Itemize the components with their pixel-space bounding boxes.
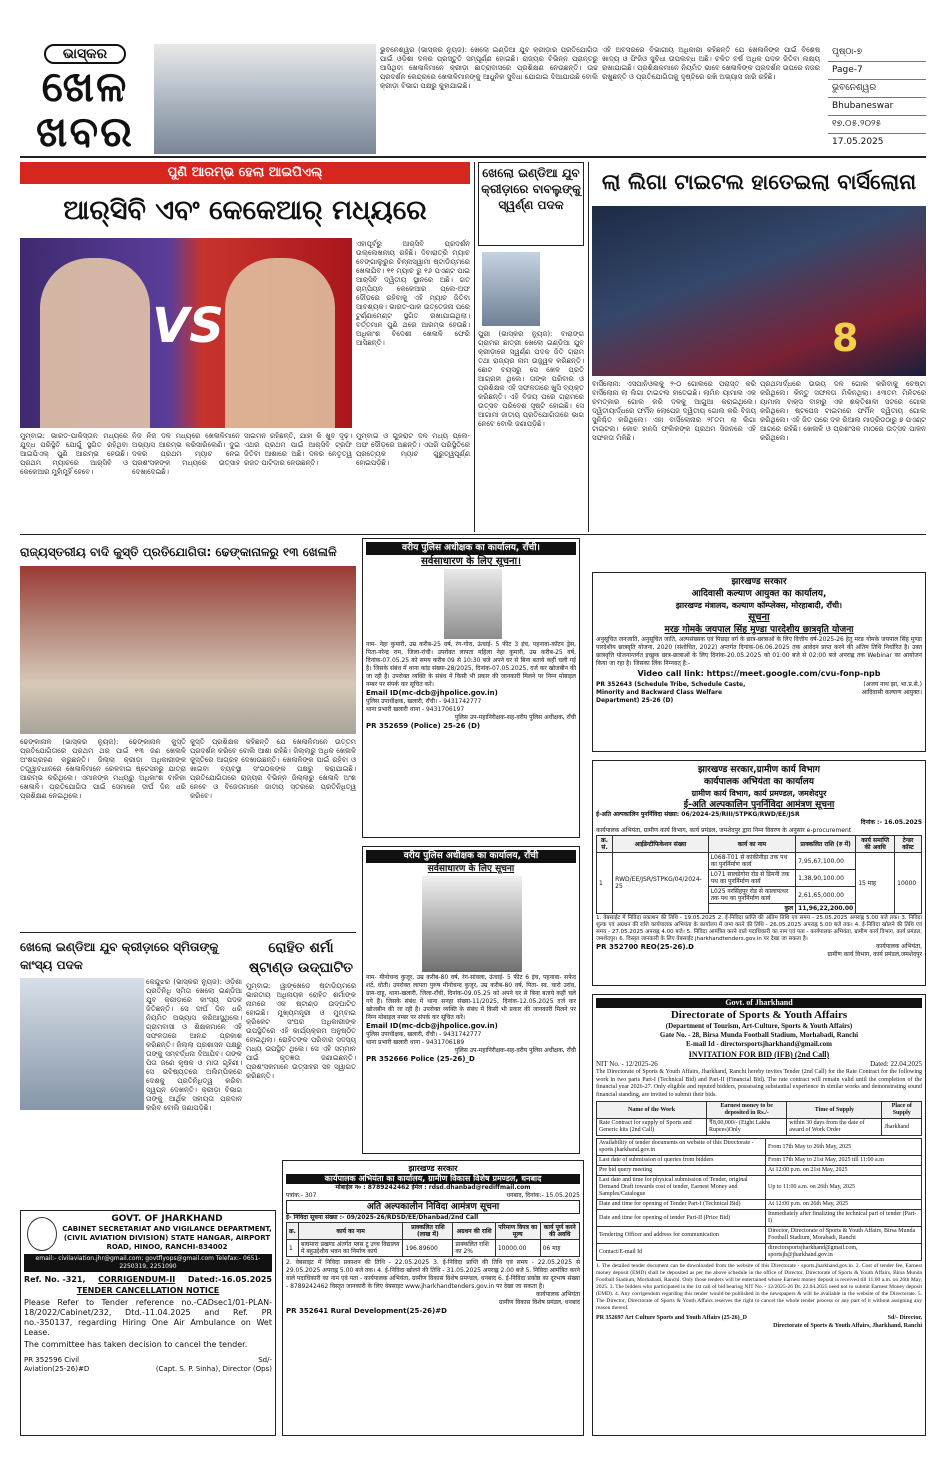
- ipl-col4: ମୁମ୍ବାଇ ଓ ଗୁଜରାଟ ଦଳ ମଧ୍ୟ ପ୍ଲେ-ଅଫ ଦୌଡ଼ରେ ଅଛନ୍ତି। ଏପରି ପରିସ୍ଥିତିରେ ପ୍ରତ୍ୟେକ ମ୍ୟାଚ ଗୁରୁତ୍ୱପୂର୍ଣ୍ଣ ହୋଇପଡ଼ିଛି।: [356, 432, 470, 467]
- jsr-notes: 1. वेबसाईट में निविदा प्रकाशन की तिथि - 19.05.2025 2. ई-निविदा प्राप्ति की अंतिम तिथि एवं समय - 25.05.2025 अपराह्न 5.00 बजे तक। 3. निविदा शुल्क एवं अग्रधन की राशि कार्यपालक अभियंता के कार्यालय में जमा करने की तिथि - 26.05.2025 अपराह्न 5.00 बजे तक। 4. ई-निविदा खोलने की तिथि एवं समय - 27.05.2025 अपराह्न 4.00 बजे। 5. निविदा आमंत्रित करने वाले पदाधिकारी का नाम एवं पता - कार्यपालक अभियंता, ग्रामीण कार्य विभाग, कार्य प्रमंडल, जमशेदपुर। 6. विस्तृत जानकारी के लिए वेबसाईट jharkhandtenders.gov.in पर देखा जा सकता है।: [596, 915, 922, 942]
- dhanbad-th: प्राक्कलित राशि (लाख में): [403, 1223, 453, 1240]
- table-row: [597, 1176, 922, 1200]
- jsr-total-label: कुल: [708, 904, 795, 914]
- sports-dept: (Department of Tourism, Art-Culture, Sports & Youth Affairs): [665, 1022, 853, 1030]
- welfare-ad: [592, 572, 926, 752]
- jsr-row-amount: 1,38,90,100.00: [796, 870, 856, 887]
- sports-th: Place of Supply: [882, 1102, 922, 1119]
- gold-athlete-photo: [482, 252, 540, 326]
- schedule-time: directorsportsjharkhand@gmail.com, sportsjh@jharkhand.gov.in: [766, 1244, 922, 1261]
- table-row: [597, 1156, 922, 1166]
- schedule-event: Last date of submission of queries from bidders: [597, 1156, 766, 1166]
- rural-dhanbad-ad: [282, 1160, 584, 1436]
- jsr-office2: ग्रामीण कार्य विभाग, कार्य प्रमण्डल, जमशेदपुर: [691, 789, 827, 798]
- jsr-row-amount: 7,95,67,100.00: [796, 853, 856, 870]
- jsr-th: कार्य समाप्ति की अवधि: [856, 836, 895, 853]
- civil-aviation-ad: [20, 1210, 276, 1436]
- dhanbad-ref: ई- निविदा सूचना संख्या :- 09/2025-26/RDSD/EE/Dhanbad/2nd Call: [286, 1214, 479, 1221]
- top-story-photo: [154, 44, 376, 154]
- civil-aviation-body: Please Refer to Tender reference no.-CADsec1/01-PLAN-18/2022/Cabinet/232, Dtd.-11.04.2025 and Ref. PR no.-350137, regarding Hiring One Air Ambulance on Wet Lease.: [24, 1298, 272, 1337]
- jsr-th: प्राक्कलित राशि (रु में): [796, 836, 856, 853]
- sports-bid-ad: [592, 994, 926, 1436]
- masthead-title-line2: ଖବର: [36, 107, 134, 156]
- sports-dir: Directorate of Sports & Youth Affairs: [670, 1009, 848, 1021]
- civil-aviation-sd: Sd/-: [258, 1356, 272, 1364]
- table-row: 1 बाघमारा प्रखण्ड अंतर्गत प्लस टू उच्च विद्यालय में बहुउद्देशीय भवन का निर्माण कार्य 196.89600 प्राक्कलित राशि का 2% 10000.00 06 माह: [287, 1240, 580, 1257]
- dhanbad-signer: कार्यपालक अभियंता: [536, 1291, 580, 1298]
- jsr-signer: कार्यपालक अभियंता,: [876, 943, 922, 950]
- ipl-col2: ନିଜ ନିଜ ଦଳ ମଧ୍ୟରେ ଖେଳାଳିମାନେ ଅଭ୍ୟାସ ଆରମ୍ଭ କରିସାରିଲେଣି। ଦୁଇ ଦଳର ପ୍ରଥମ ମ୍ୟାଚ ନେଇ ପ୍ରଶଂସକଙ୍କ ମଧ୍ୟରେ ଉତ୍ସାହ ଦେଖାଦେଇଛି।: [132, 432, 240, 476]
- welfare-pr: PR 352643 (Schedule Tribe, Schedule Caste, Minority and Backward Class Welfare Department) 25-26 (D): [596, 681, 746, 704]
- dhanbad-patrank: पत्रांक:- 307: [286, 1192, 317, 1199]
- ipl-kicker: ପୁଣି ଆରମ୍ଭ ହେଲା ଆଇପିଏଲ୍: [20, 162, 470, 184]
- date-od: ୧୭.୦୫.୨୦୨୫: [828, 116, 926, 134]
- schedule-time: From 17th May to 26th May, 2025: [766, 1139, 922, 1156]
- civil-aviation-contact: email:- civilaviation.jhr@gmail.com; govtflyops@gmail.com Telefax:- 0651-2250319, 2251090: [24, 1254, 272, 1272]
- jsr-period: 15 माह: [856, 853, 895, 914]
- rohit-headline: ରୋହିତ ଶର୍ମା ଷ୍ଟାଣ୍ଡ ଉଦ୍‌ଘାଟିତ: [248, 940, 354, 976]
- welfare-link[interactable]: Video call link: https://meet.google.com/cvu-fonp-npb: [637, 669, 881, 678]
- masthead-rule: [20, 156, 926, 158]
- silver-headline: ଖେଲୋ ଇଣ୍ଡିଆ ଯୁବ କ୍ରୀଡ଼ାରେ ସ୍ମିତାଙ୍କୁ କାଂସ୍ୟ ପଦକ: [20, 940, 219, 972]
- date-en: 17.05.2025: [832, 137, 884, 147]
- jsr-th: आईडेन्टीफिकेशन संख्या: [613, 836, 709, 853]
- page-number-en: Page-7: [828, 62, 926, 80]
- schedule-time: Up to 11:00 a.m. on 26th May, 2025: [766, 1176, 922, 1200]
- police2-email: Email ID(mc-dcb@jhpolice.gov.in): [366, 1022, 498, 1030]
- dhanbad-date: धनबाद, दिनांक:- 15.05.2025: [506, 1192, 580, 1199]
- col-rule-2: [588, 162, 589, 532]
- welfare-notice: सूचना: [748, 612, 770, 623]
- civil-aviation-org2: CABINET SECRETARIAT AND VIGILANCE DEPARTMENT, (CIVIL AVIATION DIVISION) STATE HANGAR, AIRPORT ROAD, HINOO, RANCHI-834002: [62, 1225, 272, 1251]
- sports-emd: ₹8,00,000/- (Eight Lakhs Rupees)Only: [707, 1119, 787, 1136]
- police1-notice: सर्वसाधारण के लिए सूचना।: [421, 556, 521, 567]
- sports-intro: The Directorate of Sports & Youth Affairs, Jharkhand, Ranchi hereby invites Tender (2nd Call) for the Rate Contract for the following work in two parts Part-I (Technical Bid) and Part-II (Financial Bid). The rate contract will remain valid until the completion of the financial year 2026-27. Only eligible and reputed bidders, possessing substantial experience in similar works and demonstrating sound financial standing, are invited to submit their bids.: [596, 1069, 922, 1098]
- barca-col2: ପ୍ରଥମାର୍ଦ୍ଧରେ ଉଭୟ ଦଳ ଗୋଲ କରିବାକୁ ଚେଷ୍ଟା କରିଥିଲେ। କିନ୍ତୁ ସଫଳତା ମିଳିନଥିଲା। ୫୩ତମ ମିନିଟରେ ୟାମାଲ ବାକ୍ସ ବାହାରୁ ଏକ ଶକ୍ତିଶାଳୀ ସଟରେ ଗୋଲ କରିଥିଲେ। ଷ୍ଟପେଜ ଟାଇମରେ ଫର୍ମିନ ଦ୍ୱିତୀୟ ଗୋଲ କରିଥିଲେ। ଏହି ଜିତ ପରେ ଦଳ ରିଆଲ ମାଡ୍ରିଡଠାରୁ ୭ ପଏଣ୍ଟ ଆଗରେ ରହିଛି। ଖେଳାଳି ଓ ପ୍ରଶଂସକ ମାଠରେ ଉତ୍ସବ ପାଳନ କରିଥିଲେ।: [760, 380, 926, 442]
- police2-office: वरीय पुलिस अधीक्षक का कार्यालय, राँची: [366, 850, 576, 863]
- masthead-title-line1: ଖେଳ: [41, 62, 129, 111]
- dhanbad-th: कार्य का नाम: [298, 1223, 403, 1240]
- barca-headline: ଲା ଲିଗା ଟାଇଟଲ ହାତେଇଲା ବାର୍ସିଲୋନା: [601, 170, 917, 194]
- jsr-total: 11,96,22,200.00: [796, 904, 856, 914]
- table-row: [597, 1227, 922, 1244]
- col-rule-1: [474, 162, 475, 532]
- vs-label: VS: [152, 298, 224, 354]
- table-row: [597, 1210, 922, 1227]
- civil-aviation-signer: (Capt. S. P. Sinha), Director (Ops): [155, 1365, 272, 1373]
- dhanbad-signer2: ग्रामीण विकास विशेष प्रमंडल, धनबाद: [499, 1299, 580, 1306]
- sports-schedule: [596, 1138, 922, 1261]
- city-od: ଭୁବନେଶ୍ୱର: [828, 80, 926, 98]
- dhanbad-deposit: प्राक्कलित राशि का 2%: [453, 1240, 495, 1257]
- police2-notice: सर्वसाधारण के लिए सूचना: [427, 864, 515, 874]
- table-row: [597, 1244, 922, 1261]
- jsr-pr: PR 352700 REO(25-26).D: [596, 943, 694, 951]
- top-story-col2: ଏହି ଅବସରରେ ବିଭାଗୀୟ ଅଧିକାରୀ କହିଛନ୍ତି ଯେ ଖେଳାଳିଙ୍କ ପାଇଁ ବିଶେଷ ଖାଦ୍ୟ ଓ ଫିଜିଓ ସୁବିଧା ଉପଲବ୍ଧ ଅଛି। ଚଳିତ ବର୍ଷ ଅଧିକ ପଦକ ଜିତିବା ଲକ୍ଷ୍ୟ ରଖାଯାଇଛି। ପ୍ରଶିକ୍ଷକମାନେ ନିୟମିତ ଭାବେ ଖେଳାଳିଙ୍କ ପ୍ରଦର୍ଶନ ଉପରେ ନଜର ରଖୁଛନ୍ତି ଓ ପ୍ରତିଯୋଗିତାକୁ ଦୃଷ୍ଟିରେ ରଖି ଅଭ୍ୟାସ ଜାରି ରହିଛି।: [602, 46, 820, 81]
- sports-th: Earnest money to be deposited in Rs./-: [707, 1102, 787, 1119]
- ipl-headline: ଆର୍‌ସିବି ଏବଂ କେକେଆର୍ ମଧ୍ୟରେ: [63, 195, 427, 226]
- city-en: Bhubaneswar: [828, 98, 926, 116]
- dhanbad-contact: मोबाईल न० : 8789242462 ईमेल : rdsd.dhanbad@rediffmail.com: [335, 1184, 531, 1191]
- section-rule-1: [20, 534, 926, 535]
- sports-nit: NIT No. - 12/2025-26: [596, 1060, 658, 1068]
- sports-addr: Gate No. - 28, Birsa Munda Football Stadium, Morhabadi, Ranchi: [659, 1031, 859, 1039]
- sports-work: Rate Contract for supply of Sports and Generic kits (2nd Call): [597, 1119, 707, 1136]
- welfare-scheme: मरङ गोमके जयपाल सिंह मुण्डा पारदेशीय छात्रवृति योजना: [664, 625, 854, 635]
- jsr-gov: झारखण्ड सरकार,ग्रामीण कार्य विभाग: [698, 765, 820, 775]
- sports-place: Jharkhand: [882, 1119, 922, 1136]
- jsr-row-name: L071 सालडेगोरा रोड से डिमनी तक पथ का पुनर्निर्माण कार्य: [708, 870, 795, 887]
- sports-pr: PR 352697 Art Culture Sports and Youth Affairs (25-26)_D: [596, 1315, 748, 1321]
- jsr-intro: कार्यपालक अभियंता, ग्रामीण कार्य विभाग, कार्य प्रमंडल, जमशेदपुर द्वारा निम्न विवरण के अनुसार e-procurement: [596, 827, 852, 834]
- sports-th: Name of the Work: [597, 1102, 707, 1119]
- wrestling-col1: ଢେଙ୍କାନାଳ (ଭାସ୍କର ନ୍ୟୁଜ): ଢେଙ୍କାନାଳ କୁସ୍ତି ପ୍ରତିଯୋଗିତାରେ ପ୍ରଥମ ଥର ପାଇଁ ୧୩ ଜଣ ଖେଳାଳି ଅଂଶଗ୍ରହଣ କରୁଛନ୍ତି। ଜିଲ୍ଲା କ୍ରୀଡ଼ା ଅଧିକାରୀଙ୍କ ତତ୍ତ୍ୱାବଧାନରେ ଖେଳାଳିମାନେ ରେଳବାଇ ଷ୍ଟେସନରୁ ଯାତ୍ରା ଆରମ୍ଭ କରିଥିଲେ। ଏମାନଙ୍କ ମଧ୍ୟରୁ ଅଧିକାଂଶ ବାଳିକା ଖେଳାଳି। ପ୍ରତିଯୋଗିତା ପାଇଁ ସେମାନେ ଦୀର୍ଘ ଦିନ ଧରି ପ୍ରଶିକ୍ଷଣ ନେଇଥିଲେ।: [20, 738, 186, 800]
- jsr-row-name: L025 नरसिंहपुर रोड से कालापत्थर तक पथ का पुनर्निर्माण कार्य: [708, 887, 795, 904]
- dhanbad-amount: 196.89600: [403, 1240, 453, 1257]
- dhanbad-gov: झारखण्ड सरकार: [408, 1164, 458, 1173]
- dhanbad-th: क्र.: [287, 1223, 299, 1240]
- welfare-office2: झारखण्ड मंत्रालय, कल्याण कॉम्प्लेक्स, मोरहाबादी, राँची।: [675, 601, 843, 610]
- police1-signer: पुलिस उप-महानिरीक्षक-सह-वरीय पुलिस अधीक्षक, राँची: [454, 714, 576, 721]
- dhanbad-title: अति अल्पकालीन निविदा आमंत्रण सूचना: [286, 1200, 580, 1214]
- jsr-ref: ई-अति अल्पकालिन पुनर्निविदा संख्या: 06/2024-25/RIII/STPKG/RWD/EE/JSR: [596, 811, 800, 818]
- table-row: [597, 1139, 922, 1156]
- police1-office: वरीय पुलिस अधीक्षक का कार्यालय, राँची।: [366, 542, 576, 555]
- page-number-od: ପୃଷ୍ଠା-୭: [828, 44, 926, 62]
- ipl-col1: ମୁମ୍ବାଇ: ଭାରତ-ପାକିସ୍ତାନ ମଧ୍ୟରେ ଯୁଦ୍ଧ ପରିସ୍ଥିତି ଯୋଗୁଁ ସ୍ଥଗିତ ରହିଥିବା ଆଇପିଏଲ୍ ପୁଣି ଆରମ୍ଭ ହେଉଛି। ପ୍ରଥମ ମ୍ୟାଚରେ ଆର୍‌ସିବି ଓ କେକେଆର ମୁହାଁମୁହିଁ ହେବେ।: [20, 432, 128, 476]
- police1-phone1: पुलिस उपाधीक्षक, खलारी, राँची। - 9431742777: [366, 698, 482, 705]
- dhanbad-period: 06 माह: [540, 1240, 579, 1257]
- police2-pr: PR 352666 Police (25-26)_D: [366, 1055, 475, 1063]
- table-row: [597, 1166, 922, 1176]
- dhanbad-work-name: बाघमारा प्रखण्ड अंतर्गत प्लस टू उच्च विद्यालय में बहुउद्देशीय भवन का निर्माण कार्य: [298, 1240, 403, 1257]
- dhanbad-table: [286, 1222, 580, 1257]
- brand-small: ଭାସ୍କର: [44, 44, 126, 64]
- gold-body: ପୁରୀ (ଭାସ୍କର ନ୍ୟୁଜ): ବାରାଙ୍ଗ ଗ୍ରାମର ଛାତ୍ରୀ ଖେଲୋ ଇଣ୍ଡିଆ ଯୁବ କ୍ରୀଡ଼ାରେ ସ୍ୱର୍ଣ୍ଣ ପଦକ ଜିତି ଗ୍ରାମ ତଥା ରାଜ୍ୟର ନାମ ଉଜ୍ଜ୍ୱଳ କରିଛନ୍ତି। ଛୋଟ ବୟସରୁ ସେ ଖେଳ ପ୍ରତି ଆଗ୍ରହୀ ଥିଲେ। ତାଙ୍କ ପରିବାର ଓ ପ୍ରଶିକ୍ଷକ ଏହି ସଫଳତାରେ ଖୁସି ବ୍ୟକ୍ତ କରିଛନ୍ତି। ଏହି ବିଜୟ ପରେ ଗ୍ରାମରେ ଉତ୍ସବ ପରିବେଶ ସୃଷ୍ଟି ହୋଇଛି। ସେ ଆଗାମୀ ଜାତୀୟ ପ୍ରତିଯୋଗିତାରେ ଭାଗ ନେବେ ବୋଲି ଜଣାପଡ଼ିଛି।: [478, 330, 584, 428]
- silver-body: କେନ୍ଦୁଝର (ଭାସ୍କର ନ୍ୟୁଜ): ଓଡ଼ିଶା ପ୍ରତିନିଧି ସ୍ମିତା ଖେଲୋ ଇଣ୍ଡିଆ ଯୁବ କ୍ରୀଡ଼ାରେ କାଂସ୍ୟ ପଦକ ଜିତିଛନ୍ତି। ସେ ଦୀର୍ଘ ଦିନ ଧରି ନିୟମିତ ଅଭ୍ୟାସ କରିଆସୁଥିଲେ। ଗ୍ରାମବାସୀ ଓ ଶିକ୍ଷକମାନେ ଏହି ସଫଳତାରେ ଆନନ୍ଦ ପ୍ରକାଶ କରିଛନ୍ତି। ଜିଲ୍ଲା ପ୍ରଶାସନ ପକ୍ଷରୁ ତାଙ୍କୁ ସମ୍ବର୍ଦ୍ଧନା ଦିଆଯିବ। ତାଙ୍କ ପିତା ଜଣେ କୃଷକ ଓ ମାତା ଗୃହିଣୀ। ସେ ଭବିଷ୍ୟତରେ ଅଲିମ୍ପିକରେ ଦେଶକୁ ପ୍ରତିନିଧିତ୍ୱ କରିବା ସ୍ୱପ୍ନ ଦେଖନ୍ତି। କ୍ରୀଡ଼ା ବିଭାଗ ତାଙ୍କୁ ଆର୍ଥିକ ସହାୟତା ପ୍ରଦାନ କରିବ ବୋଲି ଜଣାପଡ଼ିଛି।: [146, 978, 242, 1112]
- welfare-gov: झारखण्ड सरकार: [731, 577, 787, 587]
- jsr-title: ई-अति अल्पकालिन पुनर्निविदा आमंत्रण सूचना: [683, 800, 835, 810]
- police1-email: Email ID(mc-dcb@jhpolice.gov.in): [366, 689, 498, 697]
- dhanbad-th: परिमाण विपत्र का मूल्य: [495, 1223, 540, 1240]
- jsr-date: दिनांक :- 16.05.2025: [860, 819, 922, 826]
- schedule-time: At 12:00 p.m. on 26th May, 2025: [766, 1200, 922, 1210]
- jsr-th: कार्य का नाम: [708, 836, 795, 853]
- schedule-event: Date and time for opening of tender Part-II (Price Bid): [597, 1210, 766, 1227]
- dhanbad-office: कार्यपालक अभियंता का कार्यालय, ग्रामीण विकास विशेष प्रमण्डल, धनबाद: [286, 1174, 580, 1184]
- table-row: 1 RWD/EE/JSR/STPKG/04/2024-25 L068-T01 से कांकीनीड़ा तक पथ का पुनर्निर्माण कार्य 7,95,67,100.00 15 माह 10000: [597, 853, 922, 870]
- dhanbad-th: अग्रधन की राशि: [453, 1223, 495, 1240]
- schedule-event: Date and time for opening of Tender Part-I (Technical Bid): [597, 1200, 766, 1210]
- jsr-th: क्र. सं.: [597, 836, 613, 853]
- civil-aviation-org1: GOVT. OF JHARKHAND: [111, 1214, 223, 1224]
- jharkhand-emblem-icon: [27, 1217, 57, 1251]
- top-story-col1: ଭୁବନେଶ୍ୱର (ଭାସ୍କର ନ୍ୟୁଜ): ଖେଲୋ ଇଣ୍ଡିଆ ଯୁବ କ୍ରୀଡ଼ାର ପ୍ରତିଯୋଗିତା ପାଇଁ ଓଡ଼ିଶା ଦଳର ପ୍ରସ୍ତୁତି ସମ୍ପୂର୍ଣ୍ଣ ହୋଇଛି। ରାଜ୍ୟର ବିଭିନ୍ନ ପ୍ରାନ୍ତରୁ ଆସିଥିବା ଖେଳାଳିମାନେ କ୍ରୀଡ଼ା ଛାତ୍ରାବାସରେ ପ୍ରଶିକ୍ଷଣ ନେଉଛନ୍ତି। ଉଚ୍ଚ ପ୍ରଦର୍ଶନ କେନ୍ଦ୍ରରେ ଖେଳାଳିମାନଙ୍କୁ ଆଧୁନିକ ସୁବିଧା ଯୋଗାଇ ଦିଆଯାଉଛି ବୋଲି କ୍ରୀଡ଼ା ବିଭାଗ ପକ୍ଷରୁ କୁହାଯାଇଛି।: [380, 46, 598, 90]
- wrestling-col2: କୁସ୍ତି ପ୍ରଶିକ୍ଷକ କହିଛନ୍ତି ଯେ ଖେଳାଳିମାନେ ଉତ୍ତମ ପ୍ରଦର୍ଶନ କରିବେ ବୋଲି ଆଶା ରହିଛି। ଜିଲ୍ଲାରୁ ଅଧିକ ଖେଳାଳି କୁସ୍ତିରେ ଆଗ୍ରହ ଦେଖାଉଛନ୍ତି। ଖେଳାଳିଙ୍କ ପାଇଁ ରହିବା ଓ ଖାଇବା ବ୍ୟବସ୍ଥା ସଂଗଠକଙ୍କ ପକ୍ଷରୁ କରାଯାଇଛି। ପ୍ରତିଯୋଗିତାରେ ରାଜ୍ୟର ବିଭିନ୍ନ ଜିଲ୍ଲାରୁ ଖେଳାଳି ଅଂଶ ନେବେ ଓ ବିଜେତାମାନେ ଜାତୀୟ ସ୍ତରରେ ପ୍ରତିନିଧିତ୍ୱ କରିବେ।: [190, 738, 356, 800]
- jsr-signer2: ग्रामीण कार्य विभाग, कार्य प्रमंडल,जमशेदपुर: [827, 951, 922, 958]
- sports-signer: Sd/- Director,: [887, 1315, 922, 1321]
- police1-body: नाम- नेहा कुमारी, उम्र करीब-25 वर्ष, रंग-गोरा, ऊंचाई- 5 फीट 3 इंच, पहनावा-कॉटन ड्रेस, पिता-नरेन्द्र राम, जिला-रांची। उपरोक्त लापता महिला नेहा कुमारी, उम्र करीब-25 वर्ष, दिनांक-07.05.25 को समय करीब 09 से 10:30 बजे अपने घर से बिना बताये कहीं चली गई है। जिसके संबंध में थाना कांड संख्या-28/2025, दिनांक-07.05.2025, दर्ज कर खोजबीन की जा रही है। उपरोक्त व्यक्ति के संबंध में किसी भी प्रकार की जानकारी मिलने पर निम्न मोबाइल नम्बर पर संपर्क कर सूचित करें।: [366, 641, 576, 688]
- section-rule-2: [20, 932, 356, 933]
- dhanbad-notes: 2. वेबसाइट में निविदा प्रकाशन की तिथि - 22.05.2025 3. ई-निविदा प्राप्ति की तिथि एवं समय - 22.05.2025 से 29.05.2025 अपराह्न 5.00 बजे तक। 4. ई-निविदा खोलने की तिथि - 31.05.2025 अपराह्न 2.00 बजे 5. निविदा आमंत्रित करने वाले पदाधिकारी का नाम एवं पता - कार्यपालक अभियंता, ग्रामीण विकास विशेष प्रमण्डल, धनबाद 6. ई-निविदा प्रकोष्ठ का दूरभाष संख्या - 8789242462 विस्तृत जानकारी के लिए वेबसाइट www.jharkhandtenders.gov.in पर देखा जा सकता है।: [286, 1259, 580, 1290]
- civil-aviation-ref: Ref. No. -321,: [24, 1275, 86, 1284]
- barca-col1: ବାର୍ସିଲୋନା: ଏସପାନିଓଲକୁ ୨-୦ ଗୋଲରେ ପରାସ୍ତ କରି ବାର୍ସିଲୋନା ଲା ଲିଗା ଟାଇଟଲ ହାତେଇଛି। ଲାମିନ ୟାମାଲ ଏକ ଚମତ୍କାର ଗୋଲ କରି ଦଳକୁ ଆଗୁଆ କରାଇଥିଲେ। ଦ୍ୱିତୀୟାର୍ଦ୍ଧରେ ଫର୍ମିନ ଲୋପେଜ ଦ୍ୱିତୀୟ ଗୋଲ କରି ବିଜୟ ସୁନିଶ୍ଚିତ କରିଥିଲେ। ଏହା ବାର୍ସିଲୋନାର ୨୮ତମ ଲା ଲିଗା ଟାଇଟଲ। କୋଚ ହାନସି ଫ୍ଲିକଙ୍କ ପ୍ରଥମ ସିଜନରେ ଏହି ସଫଳତା ମିଳିଛି।: [592, 380, 756, 442]
- sports-notes: 1. The detailed tender document can be downloaded from the website of this Directorate - sports.jharkhand.gov.in. 2. Cost of tender fee, Earnest money deposit (EMD) shall be deposited as per the above schedule in the office of Director, Directorate of Sports & Youth Affairs, Birsa Munda Football Stadium, Morhabadi, Ranchi. Only those tenders will be entertained whose Earnest money deposit is received till 11:00 a.m. on 26th May, 2025. 3. The bidders who participated in the 1st call of bid bearing NIT No. - 12/2025-26 Dt. 22.04.2025 need not to submit Earnest Money deposit (EMD). 4. Any corrigendum regarding this tender would be published in the newspapers & will be available in the website of the Directorate. 5. The Director, Directorate of Sports & Youth Affairs reserves the right to cancel the whole tender process or any part of it without assigning any reason thereof.: [596, 1263, 922, 1311]
- police2-phone1: पुलिस उपाधीक्षक, खलारी, राँची। - 9431742777: [366, 1031, 482, 1038]
- welfare-signer: (अजय नाथ झा, भा.प्र.से.): [863, 681, 922, 688]
- police2-missing-photo: [422, 876, 522, 972]
- jsr-cost: 10000: [895, 853, 922, 914]
- jsr-row-name: L068-T01 से कांकीनीड़ा तक पथ का पुनर्निर्माण कार्य: [708, 853, 795, 870]
- rural-jamshedpur-ad: [592, 760, 926, 986]
- schedule-time: Immediately after finalizing the technical part of tender (Part-I): [766, 1210, 922, 1227]
- jsr-th: टेन्डर कॉस्ट: [895, 836, 922, 853]
- wrestling-headline: ରାଜ୍ୟସ୍ତରୀୟ ବାଦି କୁସ୍ତି ପ୍ରତିଯୋଗିତା: ଢେଙ୍କାନାଳରୁ ୧୩ ଖେଳାଳି: [20, 545, 337, 559]
- rohit-body: ମୁମ୍ବାଇ: ୱାଙ୍ଖେଡେ ଷ୍ଟାଡିୟମରେ ଭାରତୀୟ ଅଧିନାୟକ ରୋହିତ ଶର୍ମାଙ୍କ ନାମରେ ଏକ ଷ୍ଟାଣ୍ଡ ଉଦ୍‌ଘାଟିତ ହୋଇଛି। ମୁଖ୍ୟମନ୍ତ୍ରୀ ଓ ମୁମ୍ବାଇ କ୍ରିକେଟ ସଂଘର ଅଧିକାରୀଙ୍କ ଉପସ୍ଥିତିରେ ଏହି କାର୍ଯ୍ୟକ୍ରମ ଅନୁଷ୍ଠିତ ହୋଇଥିଲା। ରୋହିତଙ୍କ ପରିବାର ସଦସ୍ୟ ମଧ୍ୟ ଉପସ୍ଥିତ ଥିଲେ। ସେ ଏହି ସମ୍ମାନ ପାଇଁ କୃତଜ୍ଞତା ଜଣାଇଛନ୍ତି। ପ୍ରଶଂସକମାନେ ଉତ୍ସାହର ସହ ସ୍ୱାଗତ କରିଛନ୍ତି।: [246, 982, 356, 1080]
- silver-athlete-photo: [20, 978, 144, 1110]
- sports-table: [596, 1101, 922, 1136]
- jsr-office: कार्यपालक अभियंता का कार्यालय: [704, 777, 814, 787]
- sports-title: INVITATION FOR BID (IFB) (2nd Call): [688, 1050, 830, 1059]
- schedule-event: Contact/E-mail Id: [597, 1244, 766, 1261]
- sports-th: Time of Supply: [787, 1102, 882, 1119]
- schedule-time: Director, Directorate of Sports & Youth Affairs, Birsa Munda Football Stadium, Morabadi, Ranchi: [766, 1227, 922, 1244]
- jsr-package: RWD/EE/JSR/STPKG/04/2024-25: [613, 853, 709, 914]
- police-notice-2: [362, 846, 580, 1154]
- dhanbad-pr: PR 352641 Rural Development(25-26)#D: [286, 1307, 447, 1315]
- schedule-event: Tendering Officer and address for communication: [597, 1227, 766, 1244]
- civil-aviation-title: TENDER CANCELLATION NOTICE: [76, 1286, 220, 1295]
- police1-phone2: थाना प्रभारी खलारी थाना - 9431706197: [366, 706, 465, 713]
- rcb-player-photo: [225, 258, 335, 428]
- civil-aviation-dated: Dated:-16.05.2025: [187, 1275, 272, 1284]
- police2-phone2: थाना प्रभारी खलारी थाना - 9431706189: [366, 1039, 465, 1046]
- civil-aviation-corr: CORRIGENDUM-II: [98, 1275, 176, 1284]
- table-row: [597, 1200, 922, 1210]
- gold-headline: ଖେଲୋ ଇଣ୍ଡିଆ ଯୁବ କ୍ରୀଡ଼ାରେ ବାବଲୁଙ୍କୁ ସ୍ୱର୍ଣ୍ଣ ପଦକ: [478, 162, 584, 246]
- ipl-col3: ସାଇମନ ରହିଛନ୍ତି, ଯାହା କି ଖୁବ ଦୃଢ଼। ଏଥର ପ୍ରଥମ ପାଇଁ ଆର୍‌ସିବି ଟ୍ରଫି ଜିତିବା ଆଶାରେ ଅଛି। ଦଳର ନେତୃତ୍ୱ ରଜତ ପାଟିଦାର ନେଉଛନ୍ତି।: [244, 432, 352, 467]
- dhanbad-cost: 10000.00: [495, 1240, 540, 1257]
- civil-aviation-pr: PR 352596 Civil Aviation(25-26)#D: [24, 1356, 90, 1373]
- table-row: [597, 1119, 922, 1136]
- police1-missing-photo: [444, 569, 502, 639]
- civil-aviation-body2: The committee has taken decision to cancel the tender.: [24, 1340, 248, 1349]
- police-notice-1: [362, 538, 580, 838]
- sports-gov: Govt. of Jharkhand: [596, 998, 922, 1008]
- kkr-player-photo: [40, 258, 150, 428]
- schedule-event: Pre bid query meeting: [597, 1166, 766, 1176]
- welfare-signer2: आदिवासी कल्याण आयुक्त।: [861, 689, 922, 696]
- sports-signer2: Directorate of Sports & Youth Affairs, Jharkhand, Ranchi: [773, 1323, 922, 1329]
- ipl-side-text: ଏହାପୂର୍ବରୁ ଆର୍‌ସିବି ପ୍ରଦର୍ଶନ ଉଲ୍ଲେଖନୀୟ ରହିଛି। ଦିବାରାତ୍ରି ମ୍ୟାଚ ବେଙ୍ଗାଲୁରୁର ଚିନ୍ନାସ୍ୱାମୀ ଷ୍ଟାଡିୟମରେ ଖେଳାଯିବ। ୧୧ ମ୍ୟାଚ ରୁ ୧୬ ପଏଣ୍ଟ ପାଇ ଆର୍‌ସିବି ଦ୍ୱିତୀୟ ସ୍ଥାନରେ ଅଛି। ଗତ ଚାମ୍ପିୟନ କେକେଆର ପ୍ଲେ-ଅଫ ଦୌଡ଼ରେ ରହିବାକୁ ଏହି ମ୍ୟାଚ ଜିତିବା ଆବଶ୍ୟକ। ଭାରତ-ପାକ ଉତ୍ତେଜନା ପରେ ଟୁର୍ଣ୍ଣାମେଣ୍ଟ ସ୍ଥଗିତ ରଖାଯାଇଥିଲା। ବର୍ତ୍ତମାନ ପୁଣି ଥରେ ଆରମ୍ଭ ହେଉଛି। ଅଧିକାଂଶ ବିଦେଶୀ ଖେଳାଳି ଫେରି ଆସିଛନ୍ତି।: [356, 240, 470, 347]
- jsr-table: [596, 835, 922, 914]
- sports-supply-time: within 30 days from the date of award of Work Order: [787, 1119, 882, 1136]
- dhanbad-th: कार्य पूर्ण करने की अवधि: [540, 1223, 579, 1240]
- welfare-office: आदिवासी कल्याण आयुक्त का कार्यालय,: [691, 589, 827, 599]
- jsr-row-amount: 2,61,65,000.00: [796, 887, 856, 904]
- police1-pr: PR 352659 (Police) 25-26 (D): [366, 722, 481, 730]
- schedule-time: At 12:00 p.m. on 21st May, 2025: [766, 1166, 922, 1176]
- page-info: [828, 44, 926, 154]
- player-shirt-number: 8: [832, 316, 859, 360]
- wrestling-photo: [20, 566, 356, 734]
- schedule-event: Last date and time for physical submission of Tender, original Demand Draft towards cost of tender, Earnest Money and Samples/Catalogue: [597, 1176, 766, 1200]
- schedule-event: Availability of tender documents on website of this Directorate - sports.jharkhand.gov.in: [597, 1139, 766, 1156]
- ipl-photo: [20, 238, 352, 428]
- police2-signer: पुलिस उप-महानिरीक्षक-सह-वरीय पुलिस अधीक्षक, राँची: [454, 1047, 576, 1054]
- sports-dated: Dated: 22.04.2025: [870, 1060, 922, 1068]
- schedule-time: From 17th May to 21st May, 2025 till 11:00 a.m: [766, 1156, 922, 1166]
- sports-email: E-mail Id - directorsportsjharkhand@gmail.com: [686, 1040, 832, 1048]
- welfare-body: अनुसूचित जनजाति, अनुसूचित जाति, अल्पसंख्यक एवं पिछड़ा वर्ग के छात्र-छात्राओं के लिए वित्तीय वर्ष-2025-26 हेतु मरङ गोमके जयपाल सिंह मुण्डा पारदेशीय छात्रवृति योजना, 2020 (संशोधित, 2022) अन्तर्गत दिनांक-06.06.2025 तक आवेदन प्राप्त करने की अंतिम तिथि निर्धारित है। उक्त छात्रवृत्ति योजनान्तर्गत इच्छुक छात्र-छात्राओं के लिए दिनांक-20.05.2025 को 01:00 बजे से 02:00 बजे अपराह्न तक Webinar का आयोजन किया जा रहा है। जिसका लिंक निम्नवत् है:-: [596, 636, 922, 667]
- masthead: [20, 42, 150, 156]
- police2-body: नाम- मीनोचन्द कुजूर, उम्र करीब-80 वर्ष, रंग-सांवला, ऊंचाई- 5 फीट 6 इंच, पहनावा- सफेद शर्ट, धोती। उपरोक्त लापता पुरुष मीनोचन्द कुजूर, उम्र करीब-80 वर्ष, पिता- स्व. चारो उरांव, ग्राम-दाहू, थाना-खलारी, जिला-राँची, दिनांक-09.05.25 को अपने घर से बिना बताये कहीं चले गये हैं। जिसके संबंध में थाना सनहा संख्या-11/2025, दिनांक-12.05.2025 दर्ज कर खोजबीन की जा रही है। उपरोक्त व्यक्ति के संबंध में किसी भी प्रकार की जानकारी मिलने पर निम्न मोबाइल नम्बर पर संपर्क कर सूचित करें।: [366, 974, 576, 1021]
- barca-photo: [592, 206, 926, 376]
